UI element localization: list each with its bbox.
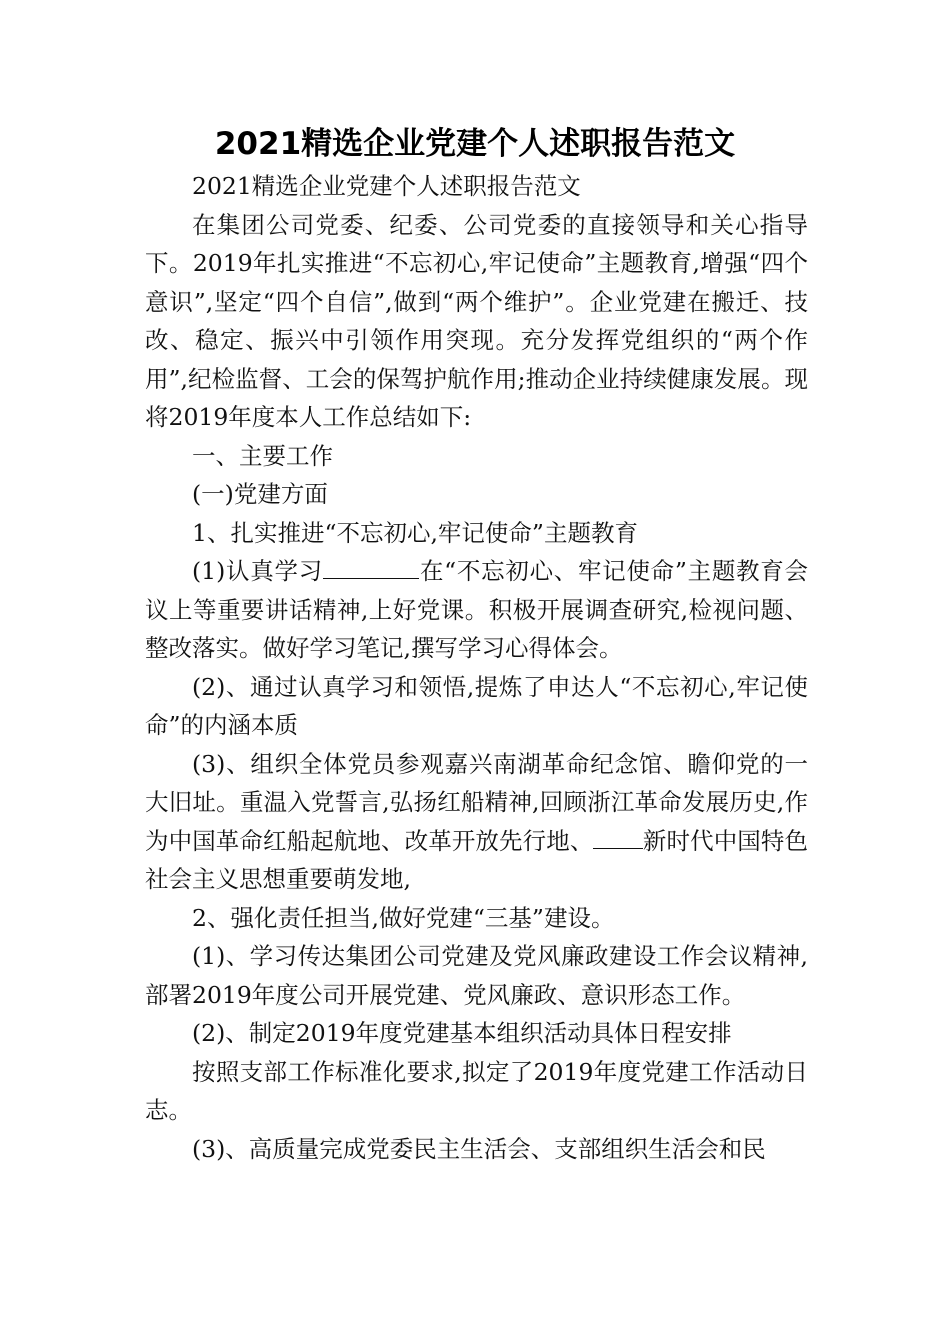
item-heading-1: 1、扎实推进“不忘初心,牢记使命”主题教育 xyxy=(192,518,638,547)
item-paragraph-1-3 xyxy=(145,745,808,899)
item-text-before-blank: (3)、组织全体党员参观嘉兴南湖革命纪念馆、瞻仰党的一大旧址。重温入党誓言,弘扬红船精神,回顾浙江革命发展历史,作为中国革命红船起航地、改革开放先行地、 xyxy=(145,749,808,855)
item-paragraph-2-3: (3)、高质量完成党委民主生活会、支部组织生活会和民 xyxy=(192,1134,766,1163)
item-paragraph-1-1 xyxy=(145,552,808,668)
document-body xyxy=(145,167,808,1168)
fill-in-blank xyxy=(323,557,419,579)
fill-in-blank xyxy=(593,826,642,848)
document-title: 2021精选企业党建个人述职报告范文 xyxy=(214,126,736,162)
section-heading-main-work: 一、主要工作 xyxy=(192,441,333,470)
item-text-before-blank: (1)认真学习 xyxy=(192,557,323,585)
item-paragraph-2-2-detail: 按照支部工作标准化要求,拟定了2019年度党建工作活动日志。 xyxy=(145,1057,808,1124)
item-text-after-blank: 在“不忘初心、牢记使命”主题教育会议上等重要讲话精神,上好党课。积极开展调查研究,检视问题、整改落实。做好学习笔记,撰写学习心得体会。 xyxy=(145,557,808,662)
intro-paragraph: 在集团公司党委、纪委、公司党委的直接领导和关心指导下。2019年扎实推进“不忘初心,牢记使命”主题教育,增强“四个意识”,坚定“四个自信”,做到“两个维护”。企业党建在搬迁、技改、稳定、振兴中引领作用突现。充分发挥党组织的“两个作用”,纪检监督、工会的保驾护航作用;推动企业持续健康发展。现将2019年度本人工作总结如下: xyxy=(145,210,808,431)
item-paragraph-2-2: (2)、制定2019年度党建基本组织活动具体日程安排 xyxy=(192,1019,732,1047)
subtitle-paragraph: 2021精选企业党建个人述职报告范文 xyxy=(192,172,581,200)
subsection-heading-party-building: (一)党建方面 xyxy=(192,480,328,508)
item-text-after-blank: 新时代中国特色社会主义思想重要萌发地, xyxy=(145,826,809,893)
item-heading-2: 2、强化责任担当,做好党建“三基”建设。 xyxy=(192,903,615,932)
item-paragraph-2-1: (1)、学习传达集团公司党建及党风廉政建设工作会议精神,部署2019年度公司开展党建、党风廉政、意识形态工作。 xyxy=(145,942,808,1009)
item-paragraph-1-2: (2)、通过认真学习和领悟,提炼了申达人“不忘初心,牢记使命”的内涵本质 xyxy=(145,672,808,739)
